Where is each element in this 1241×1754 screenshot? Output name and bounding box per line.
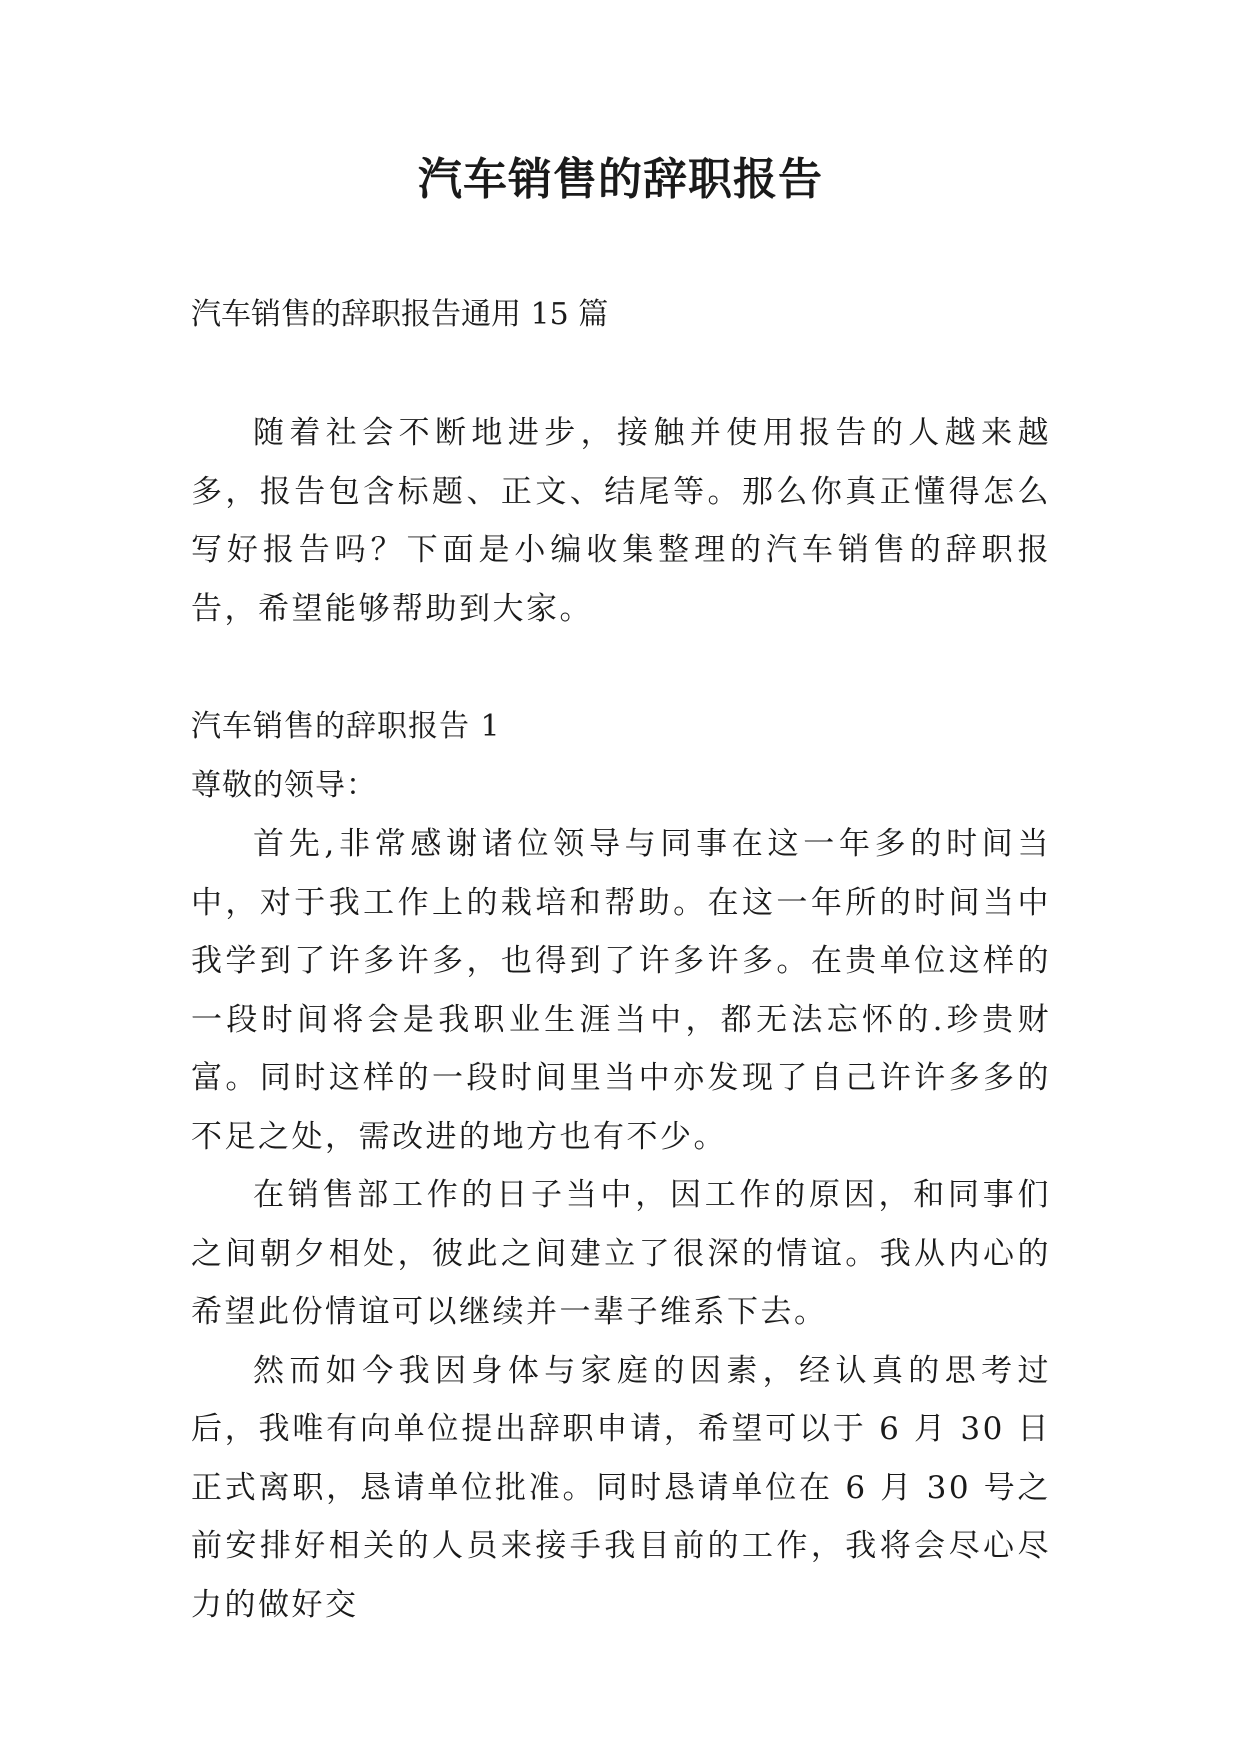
section-heading: 汽车销售的辞职报告 1 — [191, 709, 501, 744]
intro-paragraph: 随着社会不断地进步，接触并使用报告的人越来越多，报告包含标题、正文、结尾等。那么你真正懂得怎么写好报告吗？下面是小编收集整理的汽车销售的辞职报告，希望能够帮助到大家。 — [191, 415, 1051, 627]
document-title: 汽车销售的辞职报告 — [418, 154, 823, 205]
body-paragraph-1: 首先,非常感谢诸位领导与同事在这一年多的时间当中，对于我工作上的栽培和帮助。在这一年所的时间当中我学到了许多许多，也得到了许多许多。在贵单位这样的一段时间将会是我职业生涯当中，都无法忘怀的.珍贵财富。同时这样的一段时间里当中亦发现了自己许许多多的不足之处，需改进的地方也有不少。 — [191, 826, 1051, 1155]
salutation: 尊敬的领导： — [191, 767, 377, 803]
body-paragraph-2: 在销售部工作的日子当中，因工作的原因，和同事们之间朝夕相处，彼此之间建立了很深的情谊。我从内心的希望此份情谊可以继续并一辈子维系下去。 — [191, 1177, 1051, 1330]
body-paragraph-3: 然而如今我因身体与家庭的因素，经认真的思考过后，我唯有向单位提出辞职申请，希望可以于 6 月 30 日正式离职，恳请单位批准。同时恳请单位在 6 月 30 号之前安排好相关的人员来接手我目前的工作，我将会尽心尽力的做好交 — [191, 1352, 1051, 1623]
document-subtitle: 汽车销售的辞职报告通用 15 篇 — [191, 297, 609, 332]
section-gap — [191, 638, 1051, 698]
document-body — [191, 404, 1051, 1634]
